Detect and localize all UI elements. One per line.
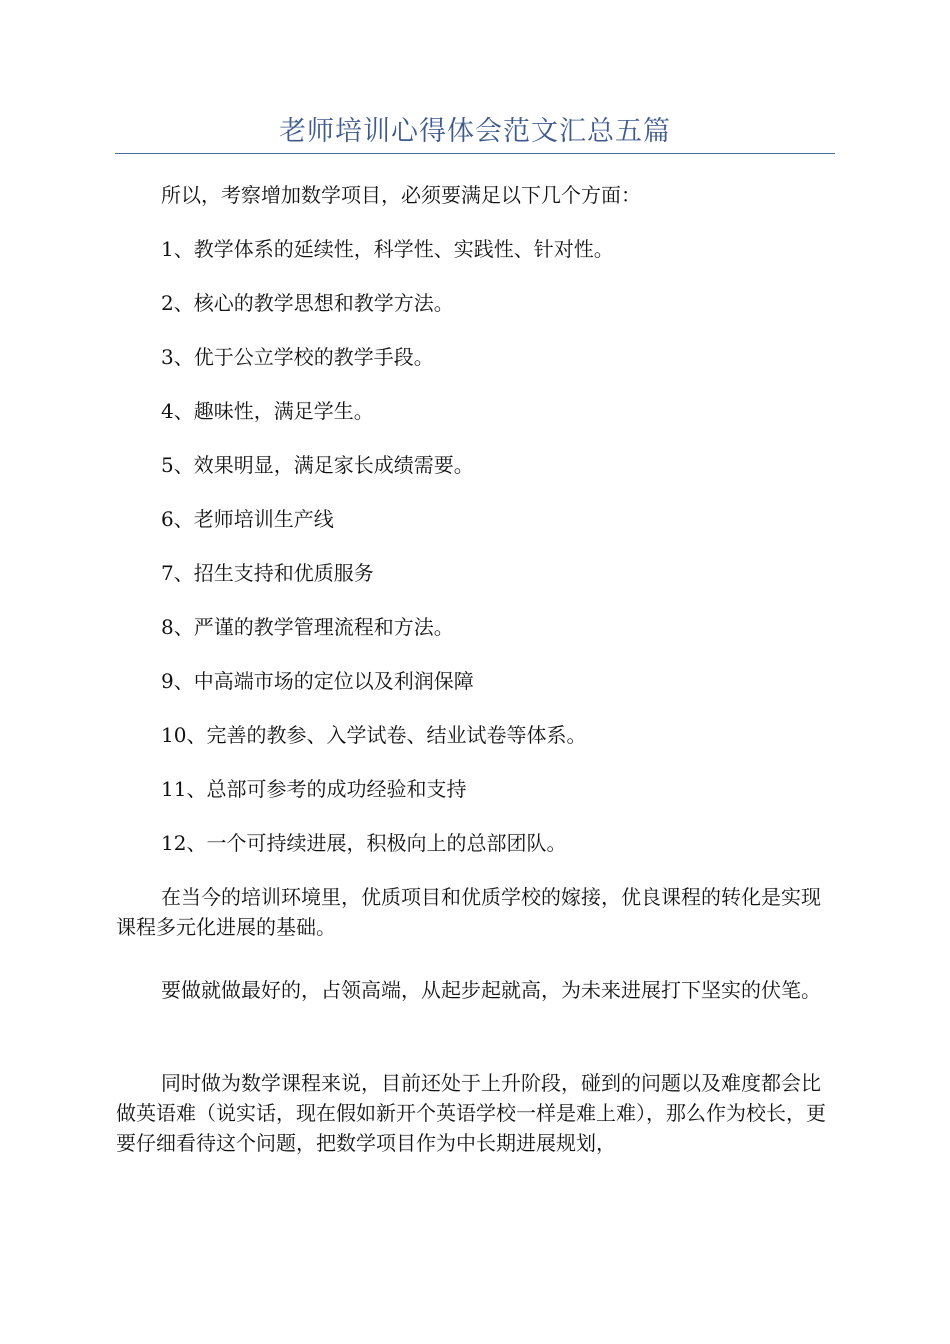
list-item: 10、完善的教参、入学试卷、结业试卷等体系。 bbox=[161, 723, 587, 747]
list-item: 7、招生支持和优质服务 bbox=[161, 561, 374, 585]
list-item: 3、优于公立学校的教学手段。 bbox=[161, 345, 434, 369]
body-paragraph: 在当今的培训环境里，优质项目和优质学校的嫁接，优良课程的转化是实现课程多元化进展的基础。 bbox=[116, 885, 821, 939]
list-item: 11、总部可参考的成功经验和支持 bbox=[161, 777, 467, 801]
body-paragraph: 同时做为数学课程来说，目前还处于上升阶段，碰到的问题以及难度都会比做英语难（说实话，现在假如新开个英语学校一样是难上难），那么作为校长，更要仔细看待这个问题，把数学项目作为中长期进展规划， bbox=[116, 1071, 826, 1155]
list-item: 6、老师培训生产线 bbox=[161, 507, 334, 531]
list-item: 4、趣味性，满足学生。 bbox=[161, 399, 374, 423]
list-item: 2、核心的教学思想和教学方法。 bbox=[161, 291, 454, 315]
list-item: 5、效果明显，满足家长成绩需要。 bbox=[161, 453, 474, 477]
title-underline bbox=[115, 153, 835, 154]
list-item: 9、中高端市场的定位以及利润保障 bbox=[161, 669, 474, 693]
body-paragraph: 要做就做最好的，占领高端，从起步起就高，为未来进展打下坚实的伏笔。 bbox=[161, 978, 821, 1002]
list-item: 8、严谨的教学管理流程和方法。 bbox=[161, 615, 454, 639]
list-item: 12、一个可持续进展，积极向上的总部团队。 bbox=[161, 831, 567, 855]
list-item: 1、教学体系的延续性，科学性、实践性、针对性。 bbox=[161, 237, 614, 261]
document-title: 老师培训心得体会范文汇总五篇 bbox=[279, 116, 671, 147]
intro-paragraph: 所以，考察增加数学项目，必须要满足以下几个方面： bbox=[161, 183, 641, 207]
